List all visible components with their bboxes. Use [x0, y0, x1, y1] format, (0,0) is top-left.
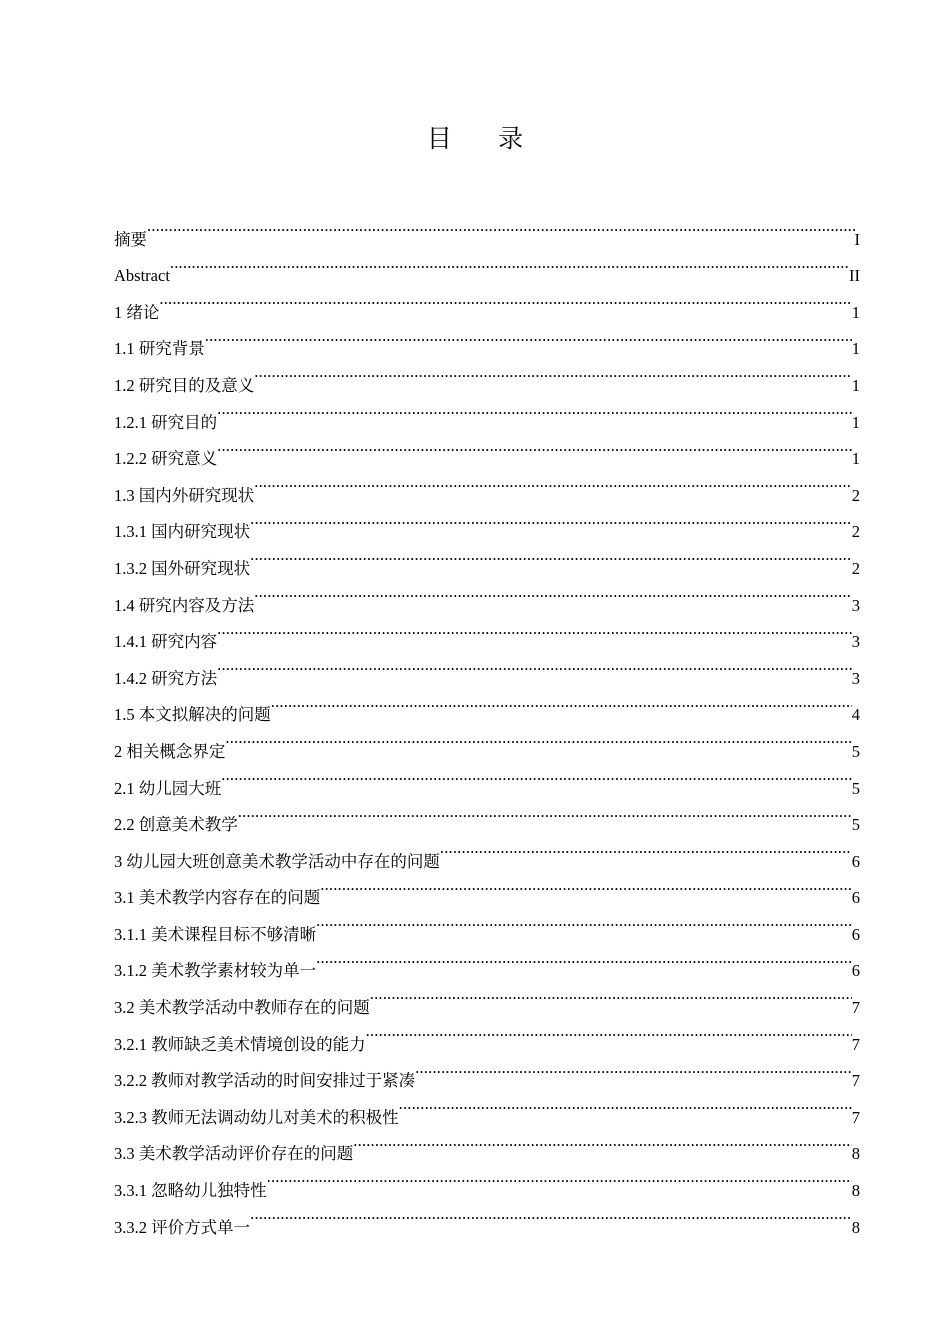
toc-dot-leader [316, 940, 852, 977]
toc-entry[interactable] [114, 794, 860, 835]
toc-dot-leader [366, 1013, 852, 1050]
toc-entry-label: 1.1 研究背景 [114, 339, 205, 359]
toc-entry-page-number: 2 [851, 485, 860, 505]
toc-entry[interactable] [114, 684, 860, 725]
toc-entry-page-number: I [854, 229, 860, 249]
toc-entry-page-number: 1 [851, 339, 860, 359]
toc-dot-leader [238, 794, 852, 831]
toc-entry-page-number: 5 [851, 741, 860, 761]
toc-entry-page-number: 3 [851, 668, 860, 688]
toc-entry[interactable] [114, 464, 860, 505]
toc-entry-label: 3.2.2 教师对教学活动的时间安排过于紧凑 [114, 1071, 416, 1091]
toc-dot-leader [159, 281, 851, 318]
toc-dot-leader [440, 830, 852, 867]
toc-entry-label: 3.3.2 评价方式单一 [114, 1217, 251, 1237]
toc-entry-page-number: 8 [851, 1217, 860, 1237]
toc-entry-page-number: 1 [851, 375, 860, 395]
toc-entry-label: 1.3.2 国外研究现状 [114, 558, 251, 578]
toc-dot-leader [250, 1196, 852, 1233]
toc-entry-label: Abstract [114, 266, 170, 286]
toc-entry-page-number: 5 [851, 815, 860, 835]
toc-dot-leader [254, 574, 852, 611]
toc-entry[interactable] [114, 245, 860, 286]
toc-entry-label: 2.1 幼儿园大班 [114, 778, 222, 798]
toc-dot-leader [254, 464, 852, 501]
toc-dot-leader [271, 684, 852, 721]
toc-entry-label: 3.3 美术教学活动评价存在的问题 [114, 1144, 354, 1164]
toc-entry-page-number: 2 [851, 558, 860, 578]
toc-entry-page-number: 6 [851, 888, 860, 908]
toc-entry-label: 3.1 美术教学内容存在的问题 [114, 888, 321, 908]
toc-entry[interactable] [114, 757, 860, 798]
toc-entry-page-number: 6 [851, 961, 860, 981]
table-of-contents [114, 208, 860, 1237]
toc-dot-leader [217, 647, 852, 684]
toc-dot-leader [147, 208, 855, 245]
toc-dot-leader [217, 428, 852, 465]
toc-entry[interactable] [114, 611, 860, 652]
toc-dot-leader [415, 1050, 852, 1087]
toc-dot-leader [217, 391, 852, 428]
toc-entry[interactable] [114, 428, 860, 469]
toc-entry-page-number: 7 [851, 1071, 860, 1091]
toc-dot-leader [267, 1159, 852, 1196]
toc-dot-leader [320, 867, 852, 904]
toc-entry-page-number: 6 [851, 851, 860, 871]
toc-dot-leader [170, 245, 849, 282]
toc-entry-label: 3.2.1 教师缺乏美术情境创设的能力 [114, 1034, 366, 1054]
toc-entry-label: 1.5 本文拟解决的问题 [114, 705, 271, 725]
toc-entry-page-number: 7 [851, 1034, 860, 1054]
toc-entry-label: 1 绪论 [114, 302, 160, 322]
toc-entry[interactable] [114, 720, 860, 761]
toc-entry-page-number: 8 [851, 1144, 860, 1164]
toc-entry-label: 1.4.1 研究内容 [114, 632, 218, 652]
toc-entry-page-number: 7 [851, 998, 860, 1018]
toc-entry-label: 3.1.2 美术教学素材较为单一 [114, 961, 317, 981]
toc-entry-page-number: 7 [851, 1107, 860, 1127]
toc-entry-label: 2 相关概念界定 [114, 741, 226, 761]
toc-entry-page-number: 4 [851, 705, 860, 725]
toc-dot-leader [250, 501, 852, 538]
toc-entry-label: 3.2.3 教师无法调动幼儿对美术的积极性 [114, 1107, 399, 1127]
toc-entry-page-number: 8 [851, 1181, 860, 1201]
toc-dot-leader [254, 354, 852, 391]
toc-dot-leader [217, 611, 852, 648]
toc-entry-label: 1.3 国内外研究现状 [114, 485, 255, 505]
toc-entry[interactable] [114, 281, 860, 322]
toc-dot-leader [205, 318, 852, 355]
toc-entry-page-number: II [849, 266, 860, 286]
toc-entry-page-number: 1 [851, 449, 860, 469]
toc-entry-label: 3.1.1 美术课程目标不够清晰 [114, 924, 317, 944]
toc-dot-leader [316, 903, 852, 940]
toc-entry-label: 1.3.1 国内研究现状 [114, 522, 251, 542]
toc-dot-leader [370, 976, 852, 1013]
toc-entry-page-number: 3 [851, 595, 860, 615]
toc-entry-label: 1.2.2 研究意义 [114, 449, 218, 469]
toc-entry-page-number: 1 [851, 302, 860, 322]
toc-entry-page-number: 6 [851, 924, 860, 944]
toc-entry-page-number: 2 [851, 522, 860, 542]
toc-entry-page-number: 3 [851, 632, 860, 652]
toc-dot-leader [221, 757, 852, 794]
toc-dot-leader [399, 1086, 852, 1123]
toc-dot-leader [225, 720, 851, 757]
toc-entry-label: 1.2 研究目的及意义 [114, 375, 255, 395]
toc-entry-page-number: 5 [851, 778, 860, 798]
toc-entry-label: 1.2.1 研究目的 [114, 412, 218, 432]
toc-entry[interactable] [114, 318, 860, 359]
toc-entry[interactable] [114, 647, 860, 688]
toc-entry-label: 3.2 美术教学活动中教师存在的问题 [114, 998, 370, 1018]
toc-dot-leader [250, 537, 852, 574]
toc-dot-leader [353, 1123, 852, 1160]
toc-entry-label: 1.4.2 研究方法 [114, 668, 218, 688]
toc-entry-label: 3 幼儿园大班创意美术教学活动中存在的问题 [114, 851, 440, 871]
page-title: 目 录 [426, 126, 544, 153]
toc-entry-page-number: 1 [851, 412, 860, 432]
toc-entry-label: 摘要 [114, 229, 147, 249]
toc-entry[interactable] [114, 354, 860, 395]
toc-entry[interactable] [114, 391, 860, 432]
toc-entry-label: 2.2 创意美术教学 [114, 815, 238, 835]
toc-entry[interactable] [114, 208, 860, 249]
toc-entry-label: 1.4 研究内容及方法 [114, 595, 255, 615]
toc-entry-label: 3.3.1 忽略幼儿独特性 [114, 1181, 267, 1201]
